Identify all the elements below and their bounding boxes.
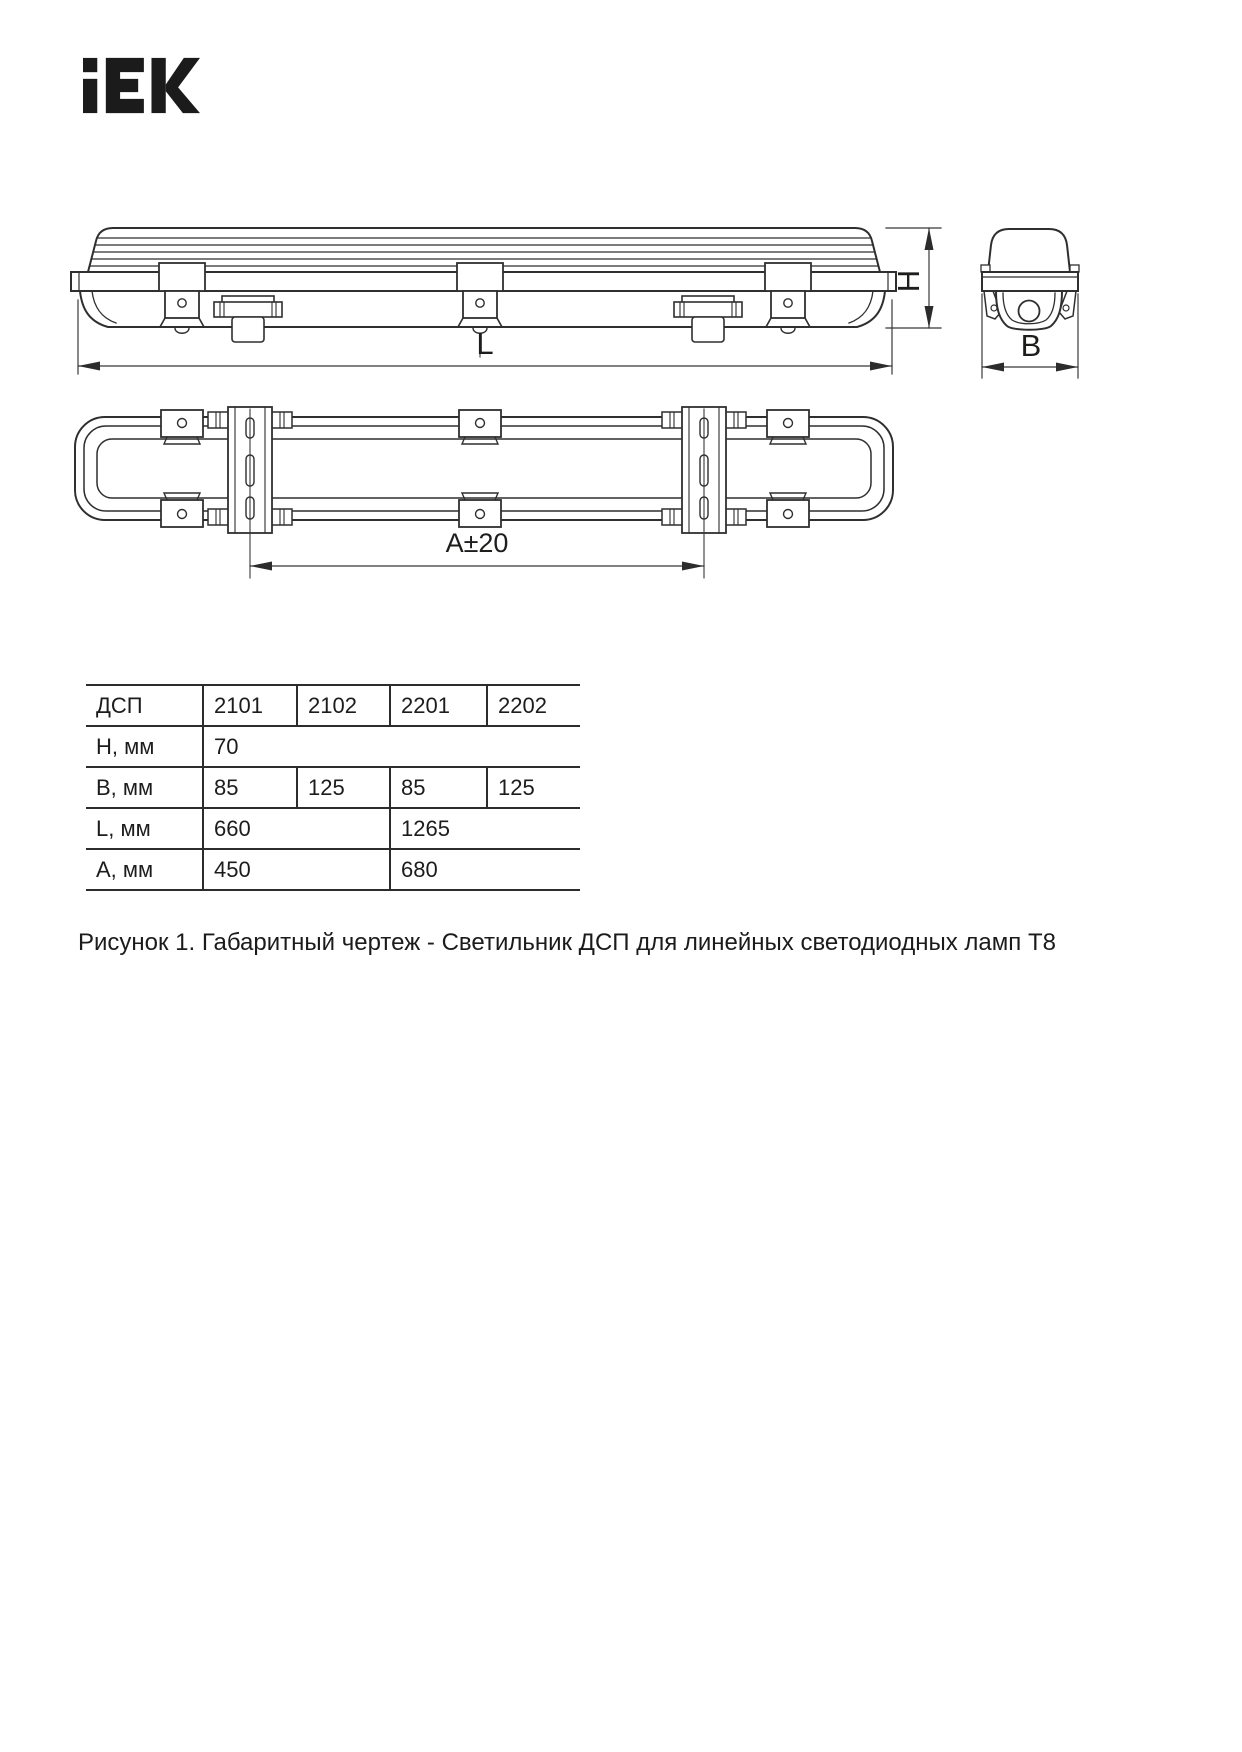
model-2101: 2101 — [203, 685, 297, 726]
arrowhead — [682, 562, 704, 571]
end-dome — [988, 229, 1070, 272]
drain-plug — [781, 328, 795, 333]
row-label: L, мм — [86, 808, 203, 849]
end-clip-hook — [1070, 265, 1079, 272]
end-clip-hook — [981, 265, 990, 272]
value-cell: 85 — [203, 767, 297, 808]
dim-label-h: H — [890, 269, 926, 293]
dimension-a — [250, 528, 704, 571]
dimension-h — [886, 228, 941, 328]
table-row-h — [86, 726, 580, 767]
dimensions-table — [86, 684, 580, 891]
drain-plug — [175, 328, 189, 333]
row-label: H, мм — [86, 726, 203, 767]
value-cell: 85 — [390, 767, 487, 808]
model-2201: 2201 — [390, 685, 487, 726]
technical-drawing — [0, 0, 1242, 620]
dim-label-b: B — [1020, 328, 1042, 363]
row-label: A, мм — [86, 849, 203, 890]
clip — [159, 263, 205, 327]
table-row-models — [86, 685, 580, 726]
cable-gland — [1019, 301, 1040, 322]
arrowhead — [925, 228, 934, 250]
dim-label-l: L — [476, 326, 494, 361]
value-cell: 125 — [297, 767, 390, 808]
model-2102: 2102 — [297, 685, 390, 726]
clip — [457, 263, 503, 327]
row-label: B, мм — [86, 767, 203, 808]
arrowhead — [250, 562, 272, 571]
table-row-b — [86, 767, 580, 808]
value-cell: 70 — [203, 726, 580, 767]
arrowhead — [925, 306, 934, 328]
model-row-label: ДСП — [86, 685, 203, 726]
model-2202: 2202 — [487, 685, 580, 726]
figure-caption: Рисунок 1. Габаритный чертеж - Светильник ДСП для линейных светодиодных ламп Т8 — [78, 929, 1056, 956]
dim-label-a: A±20 — [445, 528, 509, 558]
arrowhead — [1056, 363, 1078, 372]
table-row-a — [86, 849, 580, 890]
clip — [765, 263, 811, 327]
value-cell: 450 — [203, 849, 390, 890]
value-cell: 660 — [203, 808, 390, 849]
value-cell: 1265 — [390, 808, 580, 849]
table-row-l — [86, 808, 580, 849]
arrowhead — [78, 362, 100, 371]
value-cell: 125 — [487, 767, 580, 808]
value-cell: 680 — [390, 849, 580, 890]
arrowhead — [982, 363, 1004, 372]
arrowhead — [870, 362, 892, 371]
end-flange — [982, 272, 1078, 291]
end-view — [981, 229, 1079, 330]
